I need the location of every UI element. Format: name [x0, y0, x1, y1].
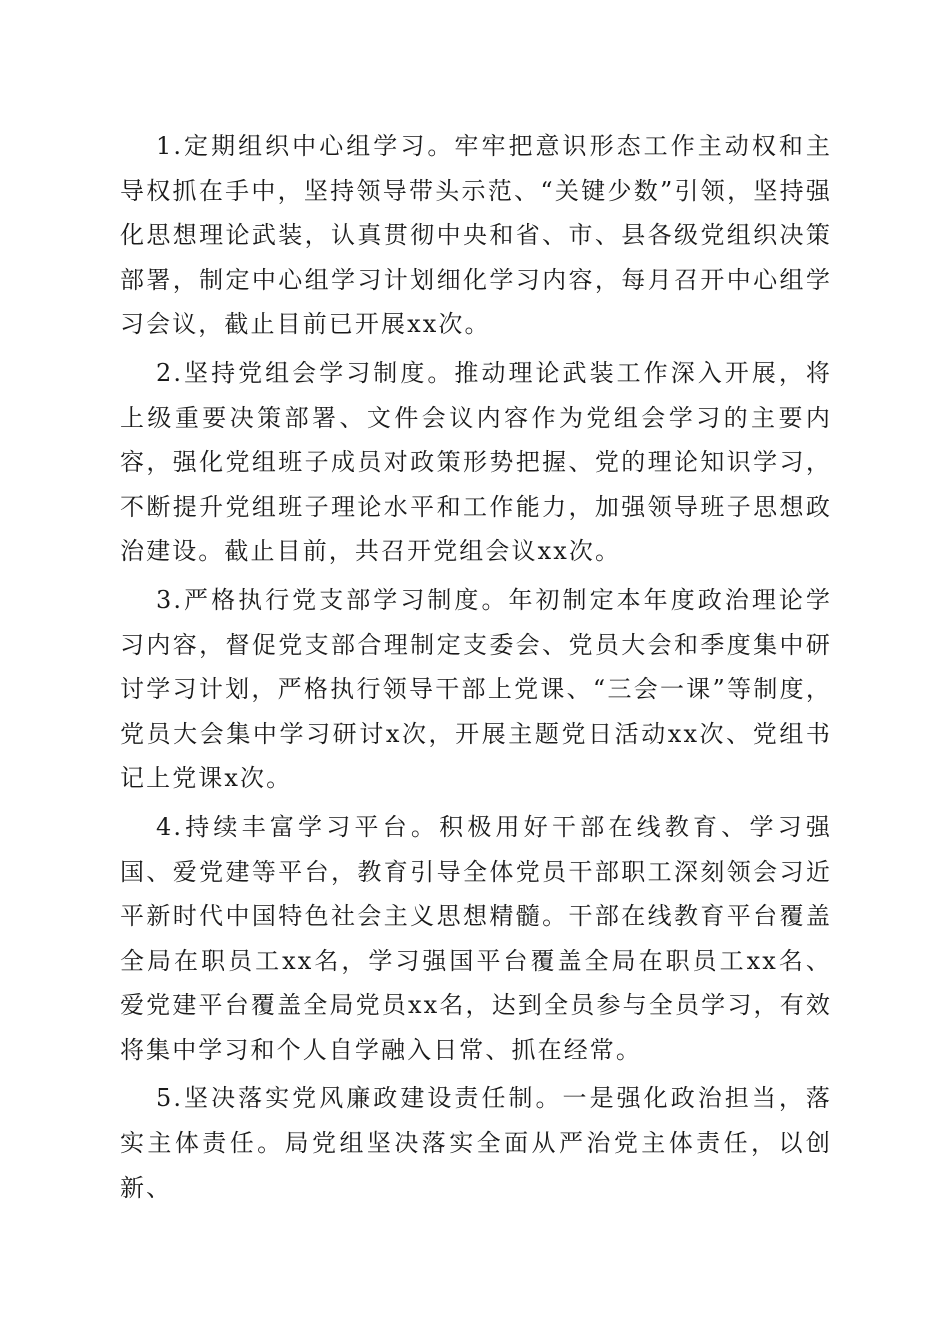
- paragraph-2: 2.坚持党组会学习制度。推动理论武装工作深入开展，将上级重要决策部署、文件会议内容作为党组会学习的主要内容，强化党组班子成员对政策形势把握、党的理论知识学习，不断提升党组班子理论水平和工作能力，加强领导班子思想政治建设。截止目前，共召开党组会议xx次。: [120, 358, 832, 566]
- paragraph-1: 1.定期组织中心组学习。牢牢把意识形态工作主动权和主导权抓在手中，坚持领导带头示范、“关键少数”引领，坚持强化思想理论武装，认真贯彻中央和省、市、县各级党组织决策部署，制定中心组学习计划细化学习内容，每月召开中心组学习会议，截止目前已开展xx次。: [120, 132, 832, 339]
- paragraph-5: 5.坚决落实党风廉政建设责任制。一是强化政治担当，落实主体责任。局党组坚决落实全面从严治党主体责任，以创新、: [120, 1084, 832, 1202]
- paragraph-3: 3.严格执行党支部学习制度。年初制定本年度政治理论学习内容，督促党支部合理制定支委会、党员大会和季度集中研讨学习计划，严格执行领导干部上党课、“三会一课”等制度，党员大会集中学习研讨x次，开展主题党日活动xx次、党组书记上党课x次。: [120, 585, 832, 793]
- paragraph-4: 4.持续丰富学习平台。积极用好干部在线教育、学习强国、爱党建等平台，教育引导全体党员干部职工深刻领会习近平新时代中国特色社会主义思想精髓。干部在线教育平台覆盖全局在职员工xx名，学习强国平台覆盖全局在职员工xx名、爱党建平台覆盖全局党员xx名，达到全员参与全员学习，有效将集中学习和个人自学融入日常、抓在经常。: [120, 812, 832, 1064]
- document-body: [120, 124, 832, 1214]
